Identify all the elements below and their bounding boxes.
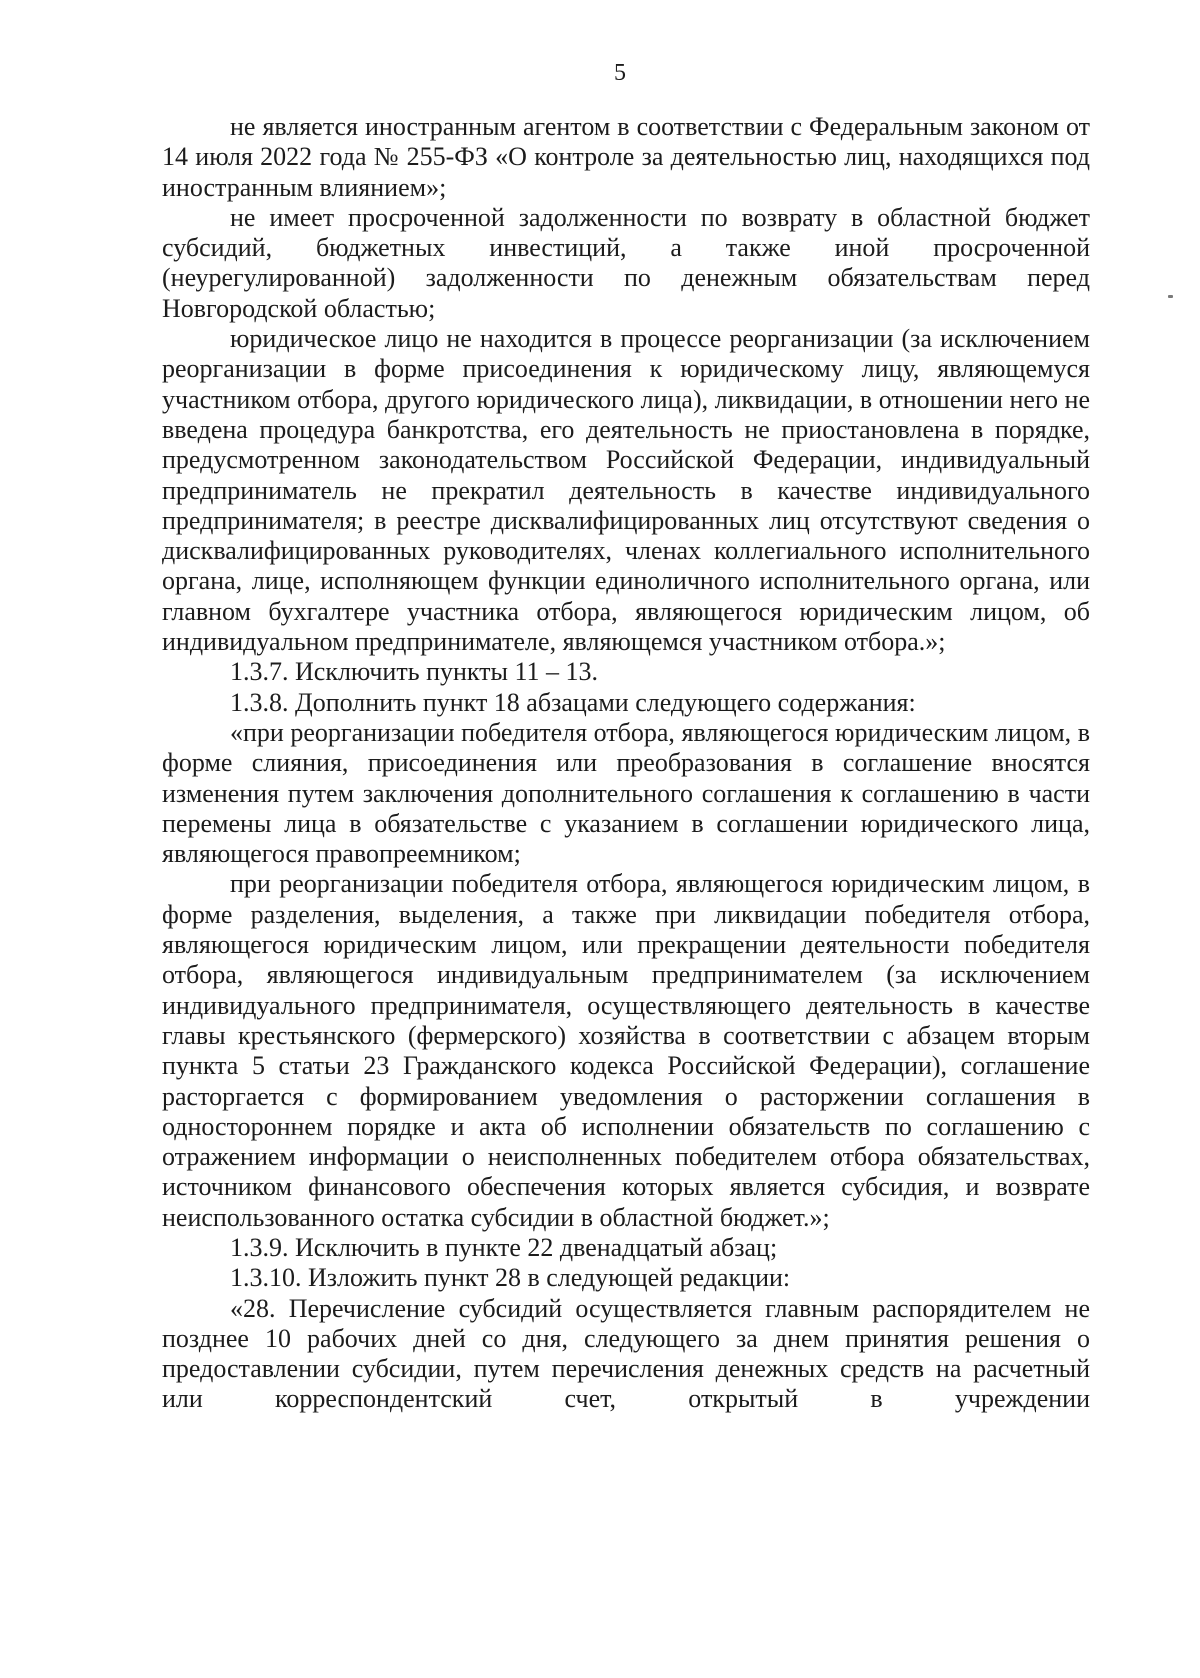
paragraph-reorganization-division: при реорганизации победителя отбора, являющегося юридическим лицом, в форме разделения, выделения, а также при ликвидации победителя отбора, являющегося юридическим лицом, или прекращении деятельности победителя отбора, являющегося индивидуальным предпринимателем (за исключением индивидуального предпринимателя, осуществляющего деятельность в качестве главы крестьянского (фермерского) хозяйства в соответствии с абзацем вторым пункта 5 статьи 23 Гражданского кодекса Российской Федерации), соглашение расторгается с формированием уведомления о расторжении соглашения в одностороннем порядке и акта об исполнении обязательств по соглашению с отражением информации о неисполненных победителем отбора обязательствах, источником финансового обеспечения которых является субсидия, и возврате неиспользованного остатка субсидии в областной бюджет.»; (162, 869, 1090, 1232)
paragraph-point-28: «28. Перечисление субсидий осуществляется главным распорядителем не позднее 10 рабочих дней со дня, следующего за днем принятия решения о предоставлении субсидии, путем перечисления денежных средств на расчетный или корреспондентский счет, открытый в учреждении (162, 1293, 1090, 1414)
paragraph-not-in-reorganization: юридическое лицо не находится в процессе реорганизации (за исключением реорганизации в форме присоединения к юридическому лицу, являющемуся участником отбора, другого юридического лица), ликвидации, в отношении него не введена процедура банкротства, его деятельность не приостановлена в порядке, предусмотренном законодательством Российской Федерации, индивидуальный предприниматель не прекратил деятельность в качестве индивидуального предпринимателя; в реестре дисквалифицированных лиц отсутствуют сведения о дисквалифицированных руководителях, членах коллегиального исполнительного органа, лице, исполняющем функции единоличного исполнительного органа, или главном бухгалтере участника отбора, являющегося юридическим лицом, об индивидуальном предпринимателе, являющемся участником отбора.»; (162, 324, 1090, 657)
paragraph-foreign-agent: не является иностранным агентом в соответствии с Федеральным законом от 14 июля 2022 года № 255-ФЗ «О контроле за деятельностью лиц, находящихся под иностранным влиянием»; (162, 112, 1090, 202)
item-1-3-9: 1.3.9. Исключить в пункте 22 двенадцатый абзац; (230, 1232, 778, 1262)
paragraph-no-overdue-debt: не имеет просроченной задолженности по возврату в областной бюджет субсидий, бюджетных инвестиций, а также иной просроченной (неурегулированной) задолженности по денежным обязательствам перед Новгородской областью; (162, 202, 1090, 323)
item-1-3-8: 1.3.8. Дополнить пункт 18 абзацами следующего содержания: (230, 687, 916, 717)
item-1-3-7: 1.3.7. Исключить пункты 11 – 13. (230, 657, 599, 687)
scan-artifact (1168, 295, 1173, 298)
item-1-3-10: 1.3.10. Изложить пункт 28 в следующей редакции: (230, 1263, 791, 1293)
document-body (162, 112, 1090, 1415)
page-number: 5 (614, 60, 626, 86)
paragraph-reorganization-merger: «при реорганизации победителя отбора, являющегося юридическим лицом, в форме слияния, присоединения или преобразования в соглашение вносятся изменения путем заключения дополнительного соглашения к соглашению в части перемены лица в обязательстве с указанием в соглашении юридического лица, являющегося правопреемником; (162, 717, 1090, 869)
